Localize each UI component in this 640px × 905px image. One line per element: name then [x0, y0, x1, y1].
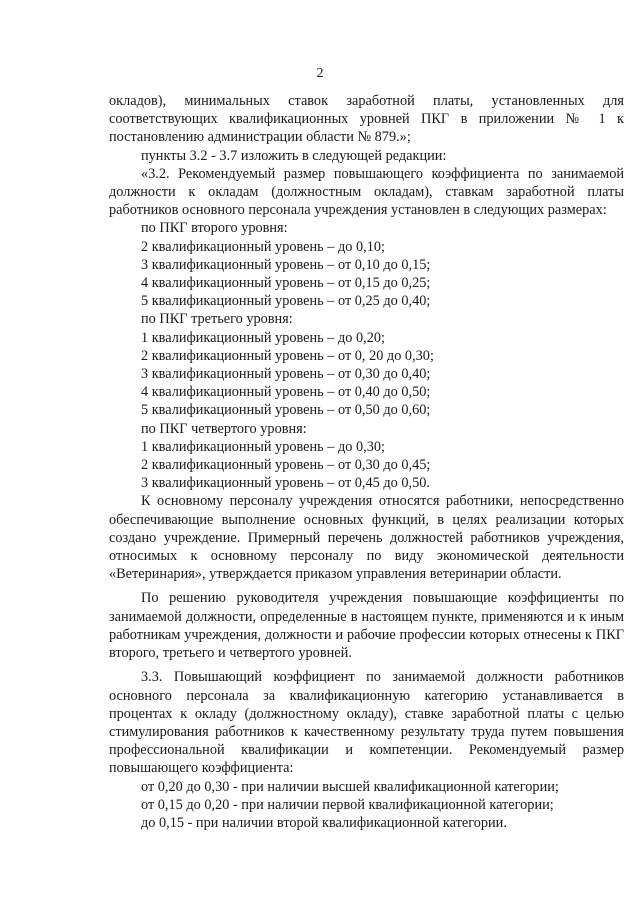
pkg4-item: 1 квалификационный уровень – до 0,30; — [141, 438, 385, 455]
paragraph-3-3: 3.3. Повышающий коэффициент по занимаемой должности работников основного персонала за квалификационную категорию устанавливается в процентах к окладу (должностному окладу), ставке заработной платы с целью стимулирования работников к качественному результату труда путем повышения профессиональной квалификации и компетенции. Рекомендуемый размер повышающего коэффициента: — [109, 669, 624, 777]
pkg3-item: 2 квалификационный уровень – от 0, 20 до 0,30; — [141, 347, 434, 364]
pkg2-item: 3 квалификационный уровень – от 0,10 до 0,15; — [141, 256, 431, 273]
pkg3-item: 3 квалификационный уровень – от 0,30 до 0,40; — [141, 366, 431, 383]
pkg2-list — [109, 219, 624, 310]
pkg4-list — [109, 420, 624, 493]
pkg3-item: 5 квалификационный уровень – от 0,50 до 0,60; — [141, 402, 431, 419]
pkg2-item: 5 квалификационный уровень – от 0,25 до 0,40; — [141, 293, 431, 310]
main-staff-paragraph: К основному персоналу учреждения относятся работники, непосредственно обеспечивающие выполнение основных функций, в целях реализации которых создано учреждение. Примерный перечень должностей работников учреждения, относимых к основному персоналу по виду экономической деятельности «Ветеринария», утверждается приказом управления ветеринарии области. — [109, 493, 624, 583]
pkg3-item: 4 квалификационный уровень – от 0,40 до 0,50; — [141, 384, 431, 401]
pkg3-list — [109, 310, 624, 419]
pkg4-title: по ПКГ четвертого уровня: — [141, 420, 307, 437]
pkg4-item: 2 квалификационный уровень – от 0,30 до 0,45; — [141, 457, 431, 474]
pkg2-title: по ПКГ второго уровня: — [141, 220, 288, 237]
pkg4-item: 3 квалификационный уровень – от 0,45 до 0,50. — [141, 475, 430, 492]
pkg3-item: 1 квалификационный уровень – до 0,20; — [141, 329, 385, 346]
pkg3-title: по ПКГ третьего уровня: — [141, 311, 293, 328]
categories-list — [109, 778, 624, 833]
paragraph-3-2: «3.2. Рекомендуемый размер повышающего коэффициента по занимаемой должности к окладам (должностным окладам), ставкам заработной платы работников основного персонала учреждения установлен в следующих размерах: — [109, 165, 624, 219]
page-number: 2 — [316, 66, 324, 81]
category-item: от 0,20 до 0,30 - при наличии высшей квалификационной категории; — [141, 778, 559, 795]
pkg2-item: 4 квалификационный уровень – от 0,15 до 0,25; — [141, 275, 431, 292]
category-item: от 0,15 до 0,20 - при наличии первой квалификационной категории; — [141, 796, 554, 813]
intro-instruction: пункты 3.2 - 3.7 изложить в следующей редакции: — [141, 147, 447, 164]
intro-paragraph: окладов), минимальных ставок заработной платы, установленных для соответствующих квалификационных уровней ПКГ в приложении № 1 к постановлению администрации области № 879.»; — [109, 93, 624, 146]
pkg2-item: 2 квалификационный уровень – до 0,10; — [141, 238, 385, 255]
document-body — [109, 92, 624, 832]
decision-paragraph: По решению руководителя учреждения повышающие коэффициенты по занимаемой должности, определенные в настоящем пункте, применяются и к иным работникам учреждения, должности и рабочие профессии которых отнесены к ПКГ второго, третьего и четвертого уровней. — [109, 590, 624, 662]
category-item: до 0,15 - при наличии второй квалификационной категории. — [141, 814, 507, 831]
